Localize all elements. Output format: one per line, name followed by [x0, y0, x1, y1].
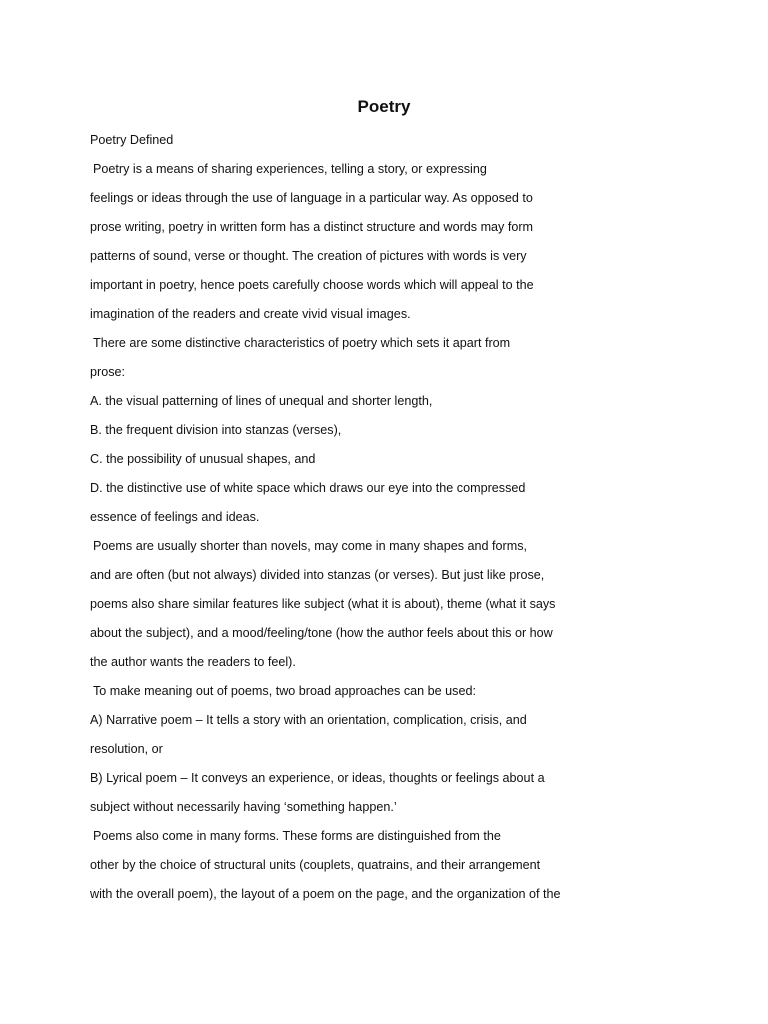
text-line: To make meaning out of poems, two broad approaches can be used:	[93, 684, 476, 698]
text-line: resolution, or	[90, 742, 163, 756]
text-line: patterns of sound, verse or thought. The creation of pictures with words is very	[90, 249, 527, 263]
text-line: prose:	[90, 365, 126, 379]
text-line: and are often (but not always) divided into stanzas (or verses). But just like prose,	[90, 568, 545, 582]
text-line: B) Lyrical poem – It conveys an experience, or ideas, thoughts or feelings about a	[90, 771, 545, 785]
text-line: imagination of the readers and create vivid visual images.	[90, 307, 411, 321]
text-line: C. the possibility of unusual shapes, and	[90, 452, 316, 466]
text-line: B. the frequent division into stanzas (verses),	[90, 423, 342, 437]
text-line: prose writing, poetry in written form has a distinct structure and words may form	[90, 220, 534, 234]
text-line: the author wants the readers to feel).	[90, 655, 296, 669]
document-body	[90, 126, 720, 909]
text-line: feelings or ideas through the use of language in a particular way. As opposed to	[90, 191, 533, 205]
text-line: essence of feelings and ideas.	[90, 510, 260, 524]
text-line: There are some distinctive characteristics of poetry which sets it apart from	[93, 336, 511, 350]
text-line: Poems are usually shorter than novels, may come in many shapes and forms,	[93, 539, 527, 553]
text-line: subject without necessarily having ‘something happen.’	[90, 800, 397, 814]
text-line: A. the visual patterning of lines of unequal and shorter length,	[90, 394, 433, 408]
text-line: D. the distinctive use of white space which draws our eye into the compressed	[90, 481, 526, 495]
text-line: Poetry is a means of sharing experiences, telling a story, or expressing	[93, 162, 487, 176]
text-line: Poetry Defined	[90, 133, 174, 147]
text-line: Poems also come in many forms. These forms are distinguished from the	[93, 829, 501, 843]
text-line: A) Narrative poem – It tells a story with an orientation, complication, crisis, and	[90, 713, 527, 727]
text-line: important in poetry, hence poets carefully choose words which will appeal to the	[90, 278, 534, 292]
text-line: with the overall poem), the layout of a poem on the page, and the organization of the	[90, 887, 561, 901]
text-line: poems also share similar features like subject (what it is about), theme (what it says	[90, 597, 556, 611]
text-line: about the subject), and a mood/feeling/tone (how the author feels about this or how	[90, 626, 553, 640]
text-line: other by the choice of structural units (couplets, quatrains, and their arrangement	[90, 858, 541, 872]
document-title: Poetry	[357, 97, 411, 116]
